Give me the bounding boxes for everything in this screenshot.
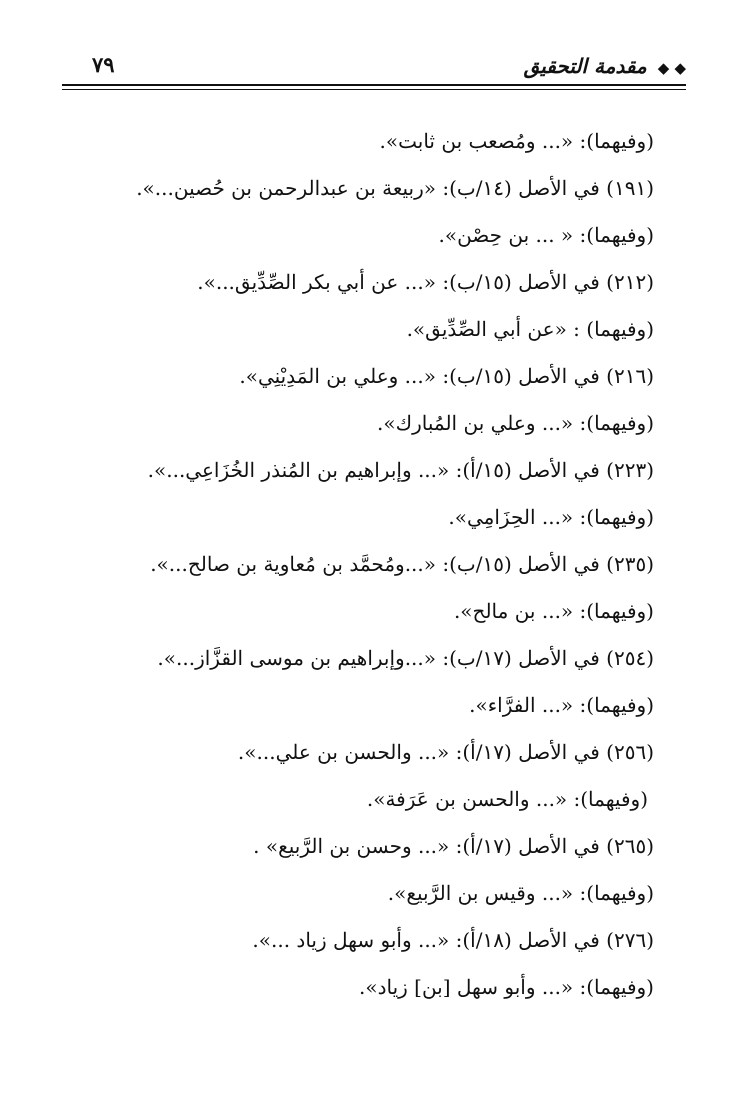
variant-line: (وفيهما): «... وأبو سهل [بن] زياد». [358, 975, 654, 999]
entry-line: (١٩١) في الأصل (١٤/ب): «ربيعة بن عبدالرحمن بن حُصين...». [136, 176, 654, 200]
variant-line: (وفيهما): «... وعلي بن المُبارك». [377, 411, 654, 435]
variant-line: (وفيهما): «... والحسن بن عَرَفة». [366, 787, 648, 811]
entry-line: (٢٧٦) في الأصل (١٨/أ): «... وأبو سهل زياد ...». [252, 928, 654, 952]
running-title [524, 54, 686, 78]
page-number: ٧٩ [92, 52, 115, 77]
entry-line: (٢١٢) في الأصل (١٥/ب): «... عن أبي بكر الصِّدِّيق...». [197, 270, 654, 294]
entry-line: (٢١٦) في الأصل (١٥/ب): «... وعلي بن المَدِيْنِي». [239, 364, 654, 388]
header-rule-thick [62, 84, 686, 86]
entry-line: (٢٥٤) في الأصل (١٧/ب): «...وإبراهيم بن موسى القزَّاز...». [157, 646, 654, 670]
variant-line: (وفيهما): «... ومُصعب بن ثابت». [379, 129, 654, 153]
variant-line: (وفيهما) : «عن أبي الصِّدِّيق». [406, 317, 654, 341]
entry-line: (٢٥٦) في الأصل (١٧/أ): «... والحسن بن علي...». [237, 740, 654, 764]
text-body [60, 118, 654, 1011]
entry-line: (٢٣٥) في الأصل (١٥/ب): «...ومُحمَّد بن مُعاوية بن صالح...». [150, 552, 654, 576]
header-rule-thin [62, 89, 686, 90]
variant-line: (وفيهما): «... الفرَّاء». [469, 693, 654, 717]
running-title-text: مقدمة التحقيق [523, 54, 647, 78]
entry-line: (٢٢٣) في الأصل (١٥/أ): «... وإبراهيم بن المُنذر الخُزَاعِي...». [147, 458, 654, 482]
variant-line: (وفيهما): « ... بن حِصْن». [438, 223, 654, 247]
diamond-ornament-icon: ◆ ◆ [657, 59, 686, 77]
page-header [62, 52, 686, 82]
variant-line: (وفيهما): «... الحِزَامِي». [448, 505, 654, 529]
variant-line: (وفيهما): «... بن مالح». [453, 599, 654, 623]
entry-line: (٢٦٥) في الأصل (١٧/أ): «... وحسن بن الرَّبيع» . [253, 834, 654, 858]
variant-line: (وفيهما): «... وقيس بن الرَّبيع». [387, 881, 654, 905]
